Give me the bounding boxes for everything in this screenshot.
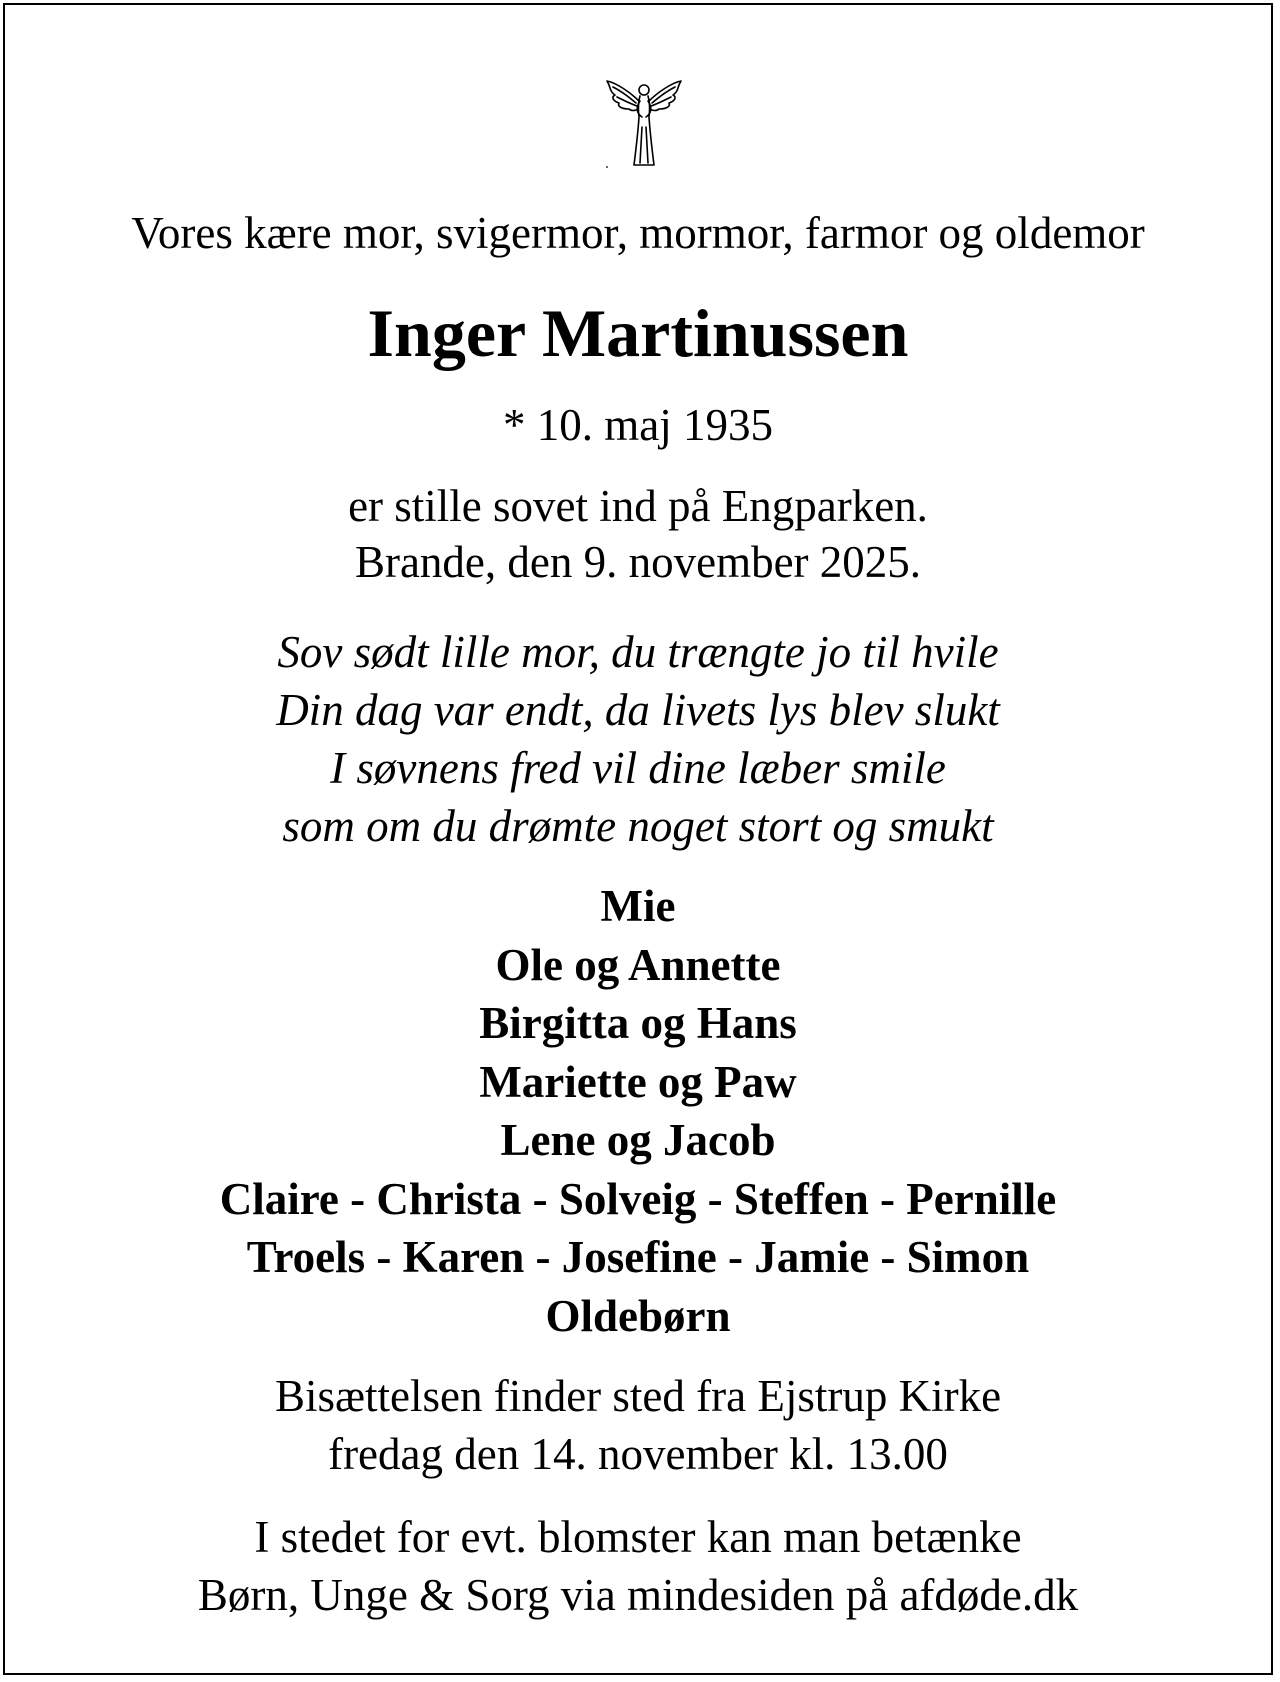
verse-line: Sov sødt lille mor, du trængte jo til hvile [277, 627, 999, 677]
obituary-frame [3, 3, 1273, 1675]
funeral-line: fredag den 14. november kl. 13.00 [328, 1429, 948, 1479]
birth-date: * 10. maj 1935 [503, 400, 773, 450]
funeral-info [5, 1367, 1271, 1483]
donation-line: I stedet for evt. blomster kan man betænke [254, 1512, 1022, 1562]
intro-text: Vores kære mor, svigermor, mormor, farmor og oldemor [131, 208, 1145, 258]
funeral-line: Bisættelsen finder sted fra Ejstrup Kirke [274, 1371, 1002, 1421]
deceased-name: Inger Martinussen [367, 295, 909, 371]
passing-statement [5, 478, 1271, 590]
family-line: Birgitta og Hans [479, 998, 797, 1048]
family-line: Mariette og Paw [479, 1056, 797, 1107]
family-line: Ole og Annette [495, 939, 781, 990]
donation-info [5, 1508, 1271, 1624]
donation-line: Børn, Unge & Sorg via mindesiden på afdøde.dk [197, 1570, 1079, 1620]
memorial-verse [5, 623, 1271, 855]
angel-icon [603, 77, 685, 173]
family-line: Mie [600, 881, 676, 931]
family-line: Lene og Jacob [500, 1115, 776, 1165]
verse-line: I søvnens fred vil dine læber smile [330, 743, 946, 793]
family-line: Claire - Christa - Solveig - Steffen - Pernille [219, 1173, 1057, 1224]
verse-line: som om du drømte noget stort og smukt [282, 801, 994, 851]
passing-line: er stille sovet ind på Engparken. [348, 481, 928, 531]
family-line: Oldebørn [545, 1290, 731, 1341]
verse-line: Din dag var endt, da livets lys blev slukt [276, 685, 1000, 735]
family-list [5, 877, 1271, 1345]
passing-line: Brande, den 9. november 2025. [354, 537, 922, 587]
family-line: Troels - Karen - Josefine - Jamie - Simon [246, 1232, 1030, 1282]
